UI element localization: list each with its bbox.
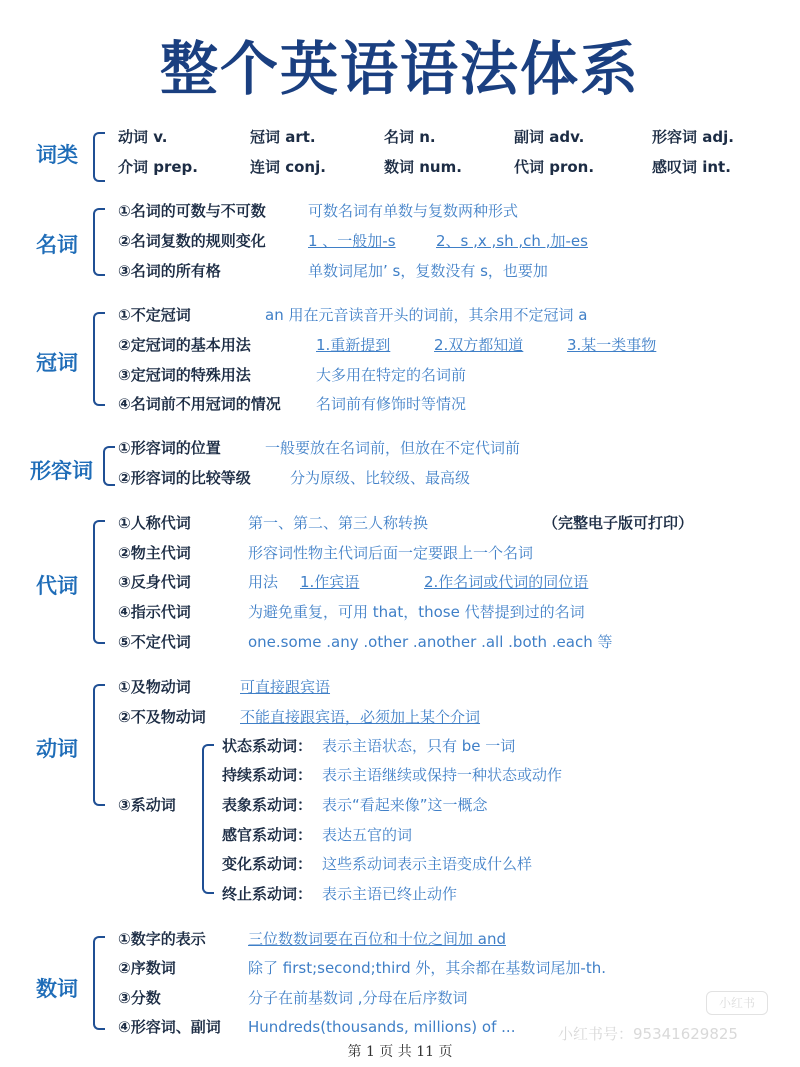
rule-key: ②序数词 [118,959,176,977]
rule-key: ④名词前不用冠词的情况 [118,395,281,413]
section-label-noun: 名词 [36,233,78,257]
rule-value: 可数名词有单数与复数两种形式 [308,202,519,220]
rule-value: 一般要放在名词前，但放在不定代词前 [265,439,521,457]
section-label-pronoun: 代词 [36,574,78,598]
rule-key: ②形容词的比较等级 [118,469,251,487]
rule-value: 2.双方都知道 [434,336,524,354]
word-class-item: 连词 conj. [250,158,326,176]
section-label-verb: 动词 [36,737,78,761]
rule-value: 3.某一类事物 [567,336,657,354]
rule-value: 用法 [248,573,279,591]
linking-verb-desc: 表达五官的词 [322,826,413,844]
rule-value: 形容词性物主代词后面一定要跟上一个名词 [248,544,534,562]
rule-key: ②不及物动词 [118,708,206,726]
rule-value: 大多用在特定的名词前 [316,366,467,384]
rule-value: 分为原级、比较级、最高级 [290,469,471,487]
linking-verb-desc: 这些系动词表示主语变成什么样 [322,855,533,873]
rule-key: ①名词的可数与不可数 [118,202,266,220]
rule-value: 不能直接跟宾语，必须加上某个介词 [240,708,481,726]
rule-value: one.some .any .other .another .all .both .each 等 [248,633,613,651]
word-class-item: 感叹词 int. [652,158,731,176]
word-class-item: 动词 v. [118,128,168,146]
word-class-item: 介词 prep. [118,158,198,176]
rule-key: ③名词的所有格 [118,262,221,280]
rule-value: 1.作宾语 [300,573,360,591]
sub-brace [202,744,214,894]
rule-value: 单数词尾加’ s，复数没有 s，也要加 [308,262,548,280]
rule-key: ①数字的表示 [118,930,206,948]
word-class-item: 副词 adv. [514,128,585,146]
rule-key: ①不定冠词 [118,306,191,324]
word-class-item: 名词 n. [384,128,436,146]
rule-key: ③系动词 [118,796,176,814]
section-label-adj: 形容词 [30,459,93,483]
rule-value: 三位数数词要在百位和十位之间加 and [248,930,506,948]
linking-verb-key: 感官系动词： [222,826,313,844]
brace [93,936,105,1030]
linking-verb-desc: 表示主语已终止动作 [322,885,458,903]
brace [93,520,105,644]
rule-value: 1.重新提到 [316,336,391,354]
rule-value: Hundreds(thousands, millions) of ... [248,1018,516,1036]
rule-key: ①形容词的位置 [118,439,221,457]
rule-value: 2.作名词或代词的同位语 [424,573,589,591]
word-class-item: 形容词 adj. [652,128,734,146]
rule-value: 2、s ,x ,sh ,ch ,加-es [436,232,588,250]
rule-value: an 用在元音读音开头的词前，其余用不定冠词 a [265,306,588,324]
linking-verb-key: 持续系动词： [222,766,313,784]
page-footer: 第 1 页 共 11 页 [347,1044,453,1060]
linking-verb-key: 表象系动词： [222,796,313,814]
rule-value: 第一、第二、第三人称转换 [248,514,429,532]
linking-verb-key: 终止系动词： [222,885,313,903]
rule-key: ③反身代词 [118,573,191,591]
rule-key: ②名词复数的规则变化 [118,232,266,250]
section-label-article: 冠词 [36,351,78,375]
word-class-item: 冠词 art. [250,128,316,146]
section-label-cilei: 词类 [36,143,78,167]
watermark-id: 小红书号：95341629825 [558,1025,738,1043]
watermark-logo: 小红书 [706,991,768,1015]
linking-verb-key: 变化系动词： [222,855,313,873]
brace [93,132,105,182]
rule-value: 可直接跟宾语 [240,678,331,696]
linking-verb-key: 状态系动词： [222,737,313,755]
rule-key: ③分数 [118,989,161,1007]
rule-value: 名词前有修饰时等情况 [316,395,467,413]
rule-key: ④指示代词 [118,603,191,621]
rule-key: ③定冠词的特殊用法 [118,366,251,384]
section-label-numeral: 数词 [36,977,78,1001]
brace [103,446,115,486]
printable-note: （完整电子版可打印） [543,514,694,532]
word-class-item: 数词 num. [384,158,462,176]
linking-verb-desc: 表示“看起来像”这一概念 [322,796,488,814]
rule-value: 分子在前基数词 ,分母在后序数词 [248,989,468,1007]
brace [93,312,105,406]
word-class-item: 代词 pron. [514,158,595,176]
brace [93,684,105,806]
page-title: 整个英语语法体系 [159,35,640,103]
rule-key: ⑤不定代词 [118,633,191,651]
rule-key: ①人称代词 [118,514,191,532]
brace [93,208,105,276]
rule-value: 1 、一般加-s [308,232,396,250]
rule-key: ②定冠词的基本用法 [118,336,251,354]
linking-verb-desc: 表示主语状态，只有 be 一词 [322,737,516,755]
rule-value: 除了 first;second;third 外，其余都在基数词尾加-th. [248,959,607,977]
rule-key: ④形容词、副词 [118,1018,221,1036]
rule-key: ②物主代词 [118,544,191,562]
linking-verb-desc: 表示主语继续或保持一种状态或动作 [322,766,563,784]
rule-key: ①及物动词 [118,678,191,696]
rule-value: 为避免重复，可用 that，those 代替提到过的名词 [248,603,585,621]
